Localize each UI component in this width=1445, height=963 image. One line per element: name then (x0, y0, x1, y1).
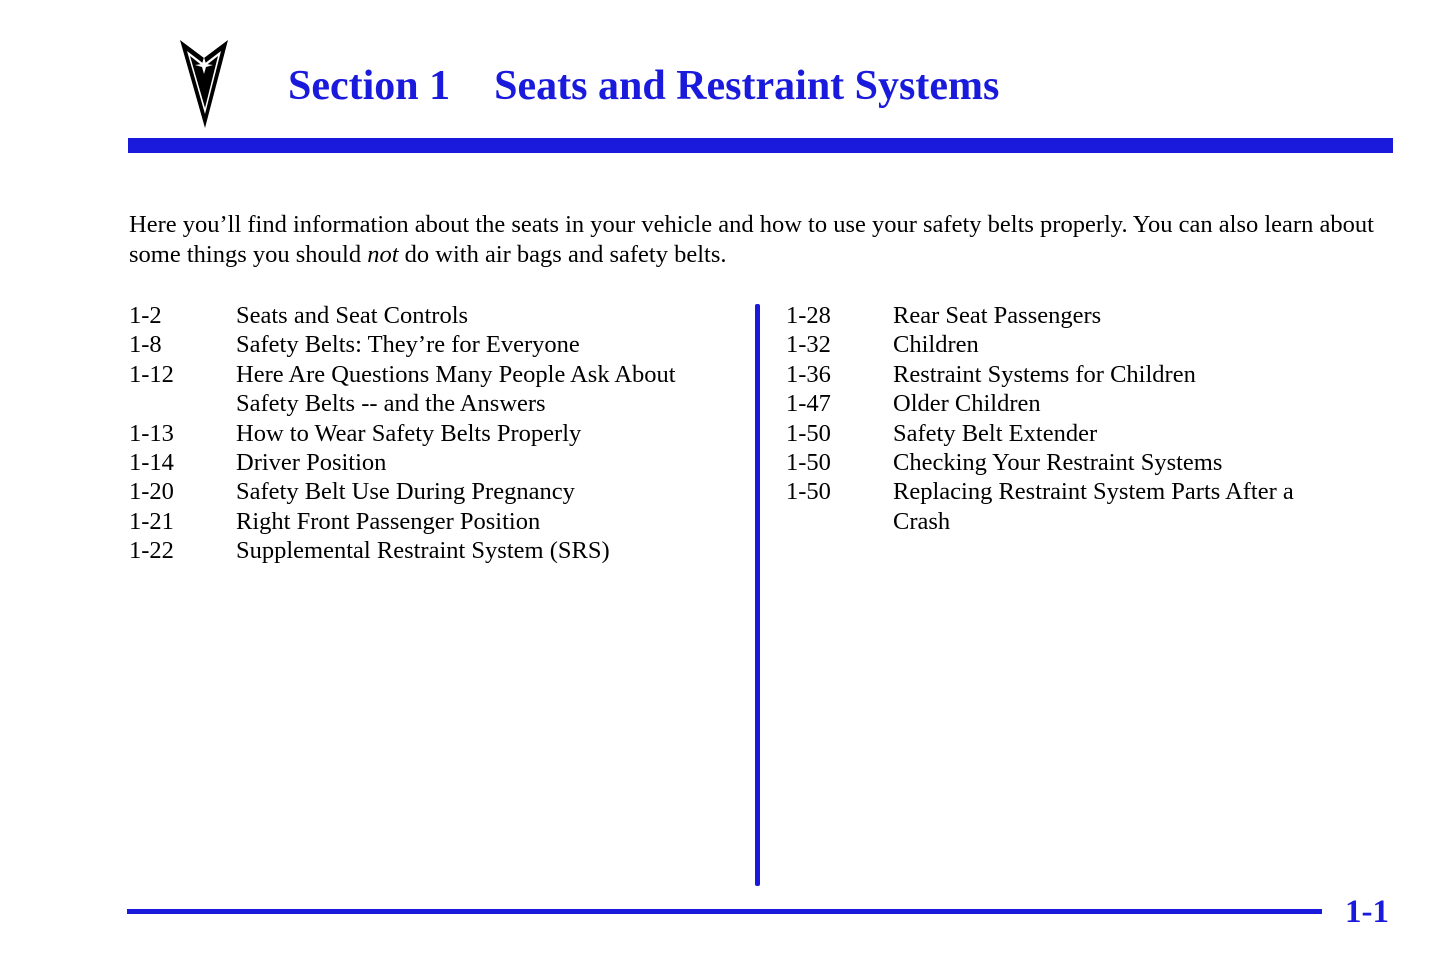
toc-entry-title: Seats and Seat Controls (236, 302, 469, 329)
toc-entry-title: Here Are Questions Many People Ask About Safety Belts -- and the Answers (236, 360, 676, 418)
toc-page-number: 1-50 (786, 449, 831, 477)
column-divider (755, 304, 760, 886)
toc-page-number: 1-22 (129, 537, 174, 565)
toc-entry[interactable] (129, 507, 739, 536)
toc-entry-title: Safety Belt Use During Pregnancy (236, 478, 575, 506)
intro-text-end: do with air bags and safety belts. (398, 240, 727, 268)
toc-page-number: 1-12 (129, 360, 174, 388)
intro-emphasis: not (367, 240, 399, 268)
toc-entry[interactable] (129, 419, 739, 448)
toc-page-number: 1-36 (786, 360, 831, 388)
toc-page-number: 1-28 (786, 302, 831, 329)
toc-entry[interactable] (129, 536, 739, 565)
toc-entry[interactable] (786, 330, 1406, 359)
toc-entry[interactable] (786, 360, 1406, 389)
toc-entry-title: How to Wear Safety Belts Properly (236, 419, 582, 447)
header-rule (128, 138, 1393, 153)
toc-page-number: 1-50 (786, 478, 831, 506)
toc-entry[interactable] (129, 448, 739, 477)
toc-left-column (129, 301, 739, 566)
toc-entry[interactable] (786, 419, 1406, 448)
toc-page-number: 1-20 (129, 478, 174, 506)
toc-entry-title: Safety Belts: They’re for Everyone (236, 331, 580, 359)
section-title-text: Seats and Restraint Systems (494, 63, 1000, 109)
pontiac-arrowhead-icon (178, 38, 230, 130)
toc-entry-title: Replacing Restraint System Parts After a Crash (893, 478, 1294, 535)
toc-entry[interactable] (129, 330, 739, 359)
toc-entry-title: Supplemental Restraint System (SRS) (236, 537, 610, 565)
intro-paragraph (129, 210, 1379, 269)
toc-entry[interactable] (129, 360, 739, 419)
toc-entry-title: Rear Seat Passengers (893, 302, 1102, 329)
toc-entry[interactable] (786, 301, 1406, 330)
toc-entry-title: Safety Belt Extender (893, 419, 1098, 447)
toc-page-number: 1-2 (129, 302, 162, 329)
toc-entry-title: Restraint Systems for Children (893, 360, 1196, 388)
toc-right-column (786, 301, 1406, 536)
toc-entry-title: Older Children (893, 390, 1041, 418)
toc-page-number: 1-21 (129, 507, 174, 535)
toc-entry[interactable] (786, 477, 1406, 536)
toc-page-number: 1-13 (129, 419, 174, 447)
toc-entry[interactable] (786, 448, 1406, 477)
toc-entry-title: Right Front Passenger Position (236, 507, 541, 535)
page-number: 1-1 (1345, 894, 1389, 930)
intro-text-start: Here you’ll find information about the seats in your vehicle and how to use your safety belts properly. You can also learn about some things you should (129, 211, 1374, 268)
section-number: Section 1 (288, 63, 451, 109)
toc-entry-title: Children (893, 331, 979, 359)
toc-page-number: 1-32 (786, 331, 831, 359)
toc-page-number: 1-47 (786, 390, 831, 418)
toc-entry[interactable] (129, 301, 739, 330)
toc-page-number: 1-50 (786, 419, 831, 447)
toc-page-number: 1-14 (129, 449, 174, 477)
footer-rule (127, 909, 1322, 914)
toc-page-number: 1-8 (129, 331, 162, 359)
toc-entry[interactable] (129, 477, 739, 506)
page-title (288, 60, 999, 112)
toc-entry-title: Checking Your Restraint Systems (893, 449, 1223, 477)
toc-entry[interactable] (786, 389, 1406, 418)
toc-entry-title: Driver Position (236, 449, 387, 477)
